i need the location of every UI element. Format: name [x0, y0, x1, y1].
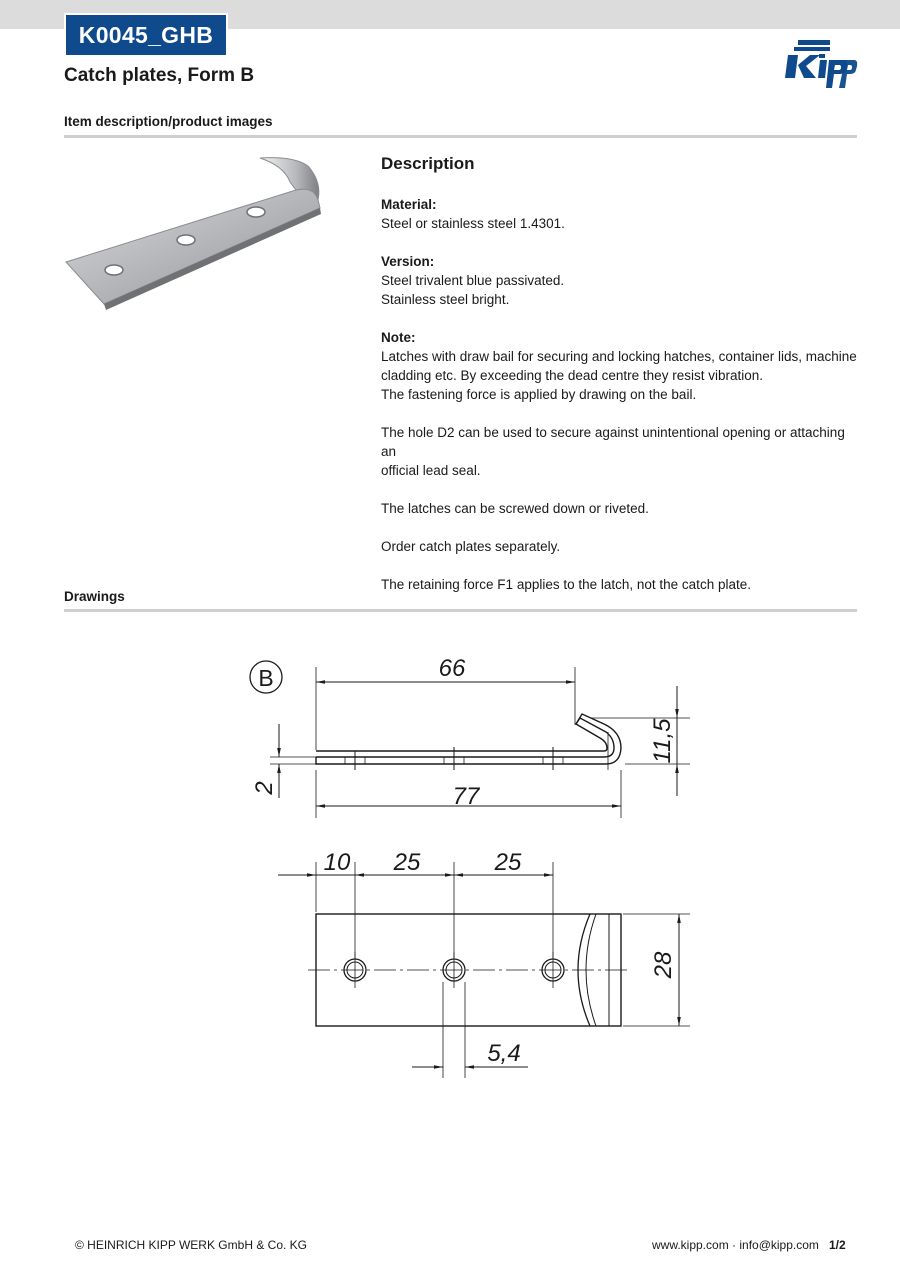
section-divider [64, 609, 857, 612]
version-text: Steel trivalent blue passivated. [381, 273, 565, 288]
footer-page-number: 1/2 [829, 1238, 846, 1252]
product-code-badge: K0045_GHB [64, 13, 228, 57]
note-text: The retaining force F1 applies to the latch, not the catch plate. [381, 577, 751, 592]
dimension-11-5: 11,5 [649, 718, 676, 764]
note-text: The latches can be screwed down or riveted. [381, 501, 649, 516]
section-heading-item-description: Item description/product images [64, 114, 273, 129]
note-label: Note: [381, 330, 416, 345]
catch-plate-product-image [64, 152, 324, 312]
description-heading: Description [381, 154, 475, 173]
technical-drawing [240, 650, 700, 1090]
note-text: Order catch plates separately. [381, 539, 561, 554]
version-text: Stainless steel bright. [381, 292, 510, 307]
material-label: Material: [381, 197, 437, 212]
dimension-5-4: 5,4 [487, 1040, 521, 1067]
note-text: The hole D2 can be used to secure against unintentional opening or attaching an [381, 425, 845, 459]
note-text: official lead seal. [381, 463, 481, 478]
dimension-66: 66 [438, 655, 466, 682]
dimension-77: 77 [452, 783, 480, 810]
description-block [381, 153, 861, 594]
footer-contact: www.kipp.com · info@kipp.com [652, 1238, 819, 1252]
footer-copyright: © HEINRICH KIPP WERK GmbH & Co. KG [75, 1238, 307, 1252]
dimension-28: 28 [650, 951, 677, 979]
form-label: B [258, 665, 274, 691]
dimension-10: 10 [323, 849, 351, 876]
note-text: Latches with draw bail for securing and locking hatches, container lids, machine [381, 349, 857, 364]
dimension-2: 2 [251, 781, 278, 795]
kipp-logo [784, 38, 858, 92]
material-text: Steel or stainless steel 1.4301. [381, 216, 565, 231]
note-text: cladding etc. By exceeding the dead centre they resist vibration. [381, 368, 763, 383]
section-heading-drawings: Drawings [64, 589, 125, 604]
page-title: Catch plates, Form B [64, 65, 255, 86]
section-divider [64, 135, 857, 138]
dimension-25: 25 [494, 849, 522, 876]
dimension-25: 25 [393, 849, 421, 876]
version-label: Version: [381, 254, 435, 269]
note-text: The fastening force is applied by drawing on the bail. [381, 387, 697, 402]
